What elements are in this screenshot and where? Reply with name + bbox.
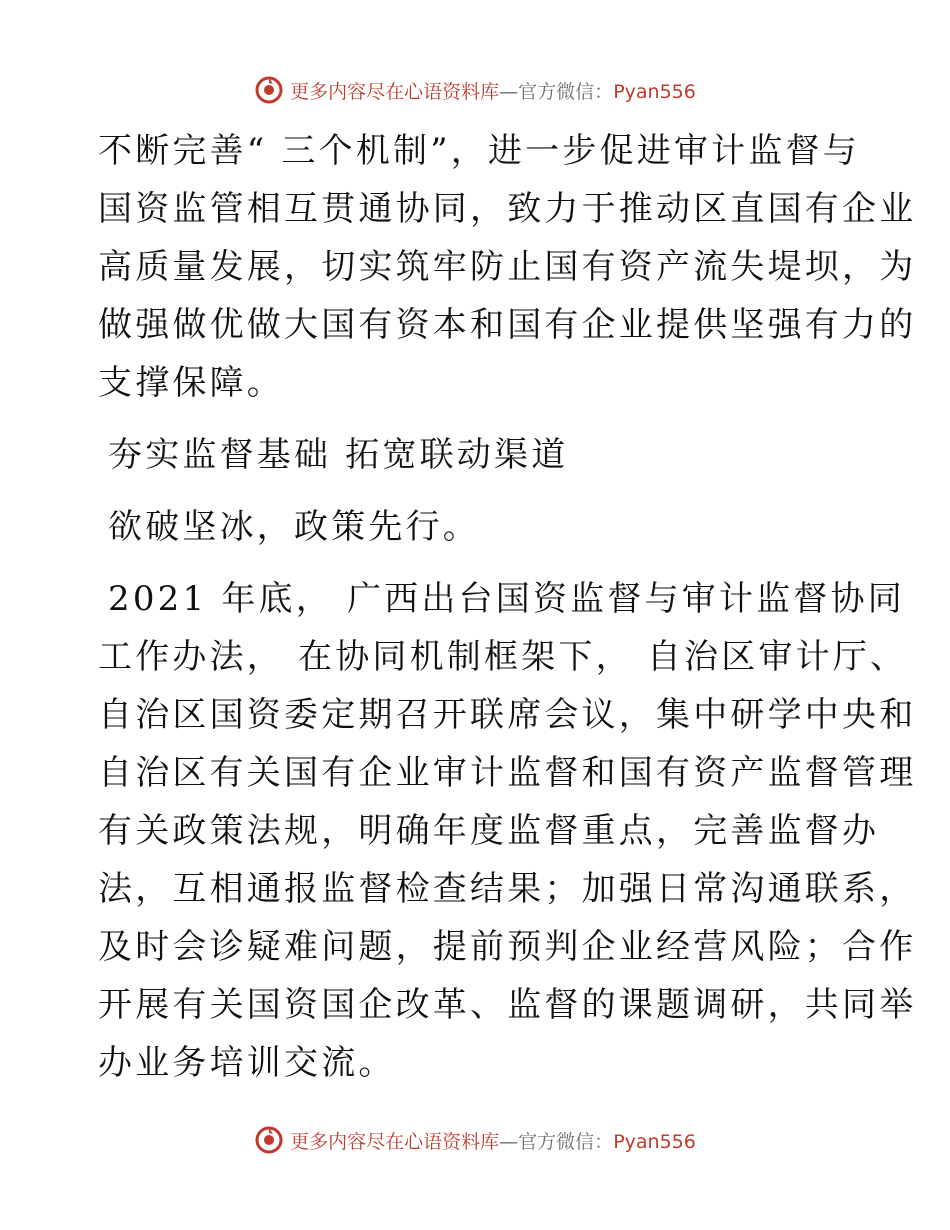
lead-sentence	[98, 498, 858, 556]
watermark-contact-id: Pyan556	[613, 1130, 696, 1153]
text-line: 高质量发展，切实筑牢防止国有资产流失堤坝，为	[98, 247, 917, 287]
watermark-separator: —	[499, 80, 519, 103]
text-line: 自治区国资委定期召开联席会议，集中研学中央和	[98, 695, 917, 735]
text-line: 开展有关国资国企改革、监督的课题调研，共同举	[98, 985, 917, 1025]
watermark-contact-id: Pyan556	[613, 80, 696, 103]
watermark-header	[0, 70, 950, 110]
section-heading	[98, 426, 858, 484]
text-line: 国资监管相互贯通协同，致力于推动区直国有企业	[98, 189, 917, 229]
text-line: 工作办法， 在协同机制框架下， 自治区审计厅、	[98, 637, 908, 677]
brand-logo-icon	[254, 75, 284, 105]
text-line: 办业务培训交流。	[98, 1043, 396, 1083]
watermark-text	[290, 77, 696, 104]
paragraph-2	[98, 570, 917, 1092]
paragraph-1	[98, 122, 917, 412]
text-line: 法，互相通报监督检查结果；加强日常沟通联系，	[98, 869, 917, 909]
text-line: 有关政策法规，明确年度监督重点，完善监督办	[98, 811, 880, 851]
heading-text: 夯实监督基础 拓宽联动渠道	[108, 435, 569, 475]
watermark-separator: —	[499, 1130, 519, 1153]
text-line: 及时会诊疑难问题，提前预判企业经营风险；合作	[98, 927, 917, 967]
lead-text: 欲破坚冰，政策先行。	[108, 507, 480, 547]
text-line: 自治区有关国有企业审计监督和国有资产监督管理	[98, 753, 917, 793]
watermark-contact: 官方微信：	[518, 80, 614, 103]
text-line: 做强做优做大国有资本和国有企业提供坚强有力的	[98, 305, 917, 345]
watermark-footer	[0, 1120, 950, 1160]
watermark-text	[290, 1127, 696, 1154]
watermark-brand: 更多内容尽在心语资料库	[290, 80, 500, 103]
document-body	[98, 122, 917, 1092]
brand-logo-icon	[254, 1125, 284, 1155]
watermark-brand: 更多内容尽在心语资料库	[290, 1130, 500, 1153]
text-line: 不断完善“ 三个机制”，进一步促进审计监督与	[98, 131, 860, 171]
text-line: 2021 年底， 广西出台国资监督与审计监督协同	[108, 579, 905, 619]
text-line: 支撑保障。	[98, 363, 284, 403]
watermark-contact: 官方微信：	[518, 1130, 614, 1153]
